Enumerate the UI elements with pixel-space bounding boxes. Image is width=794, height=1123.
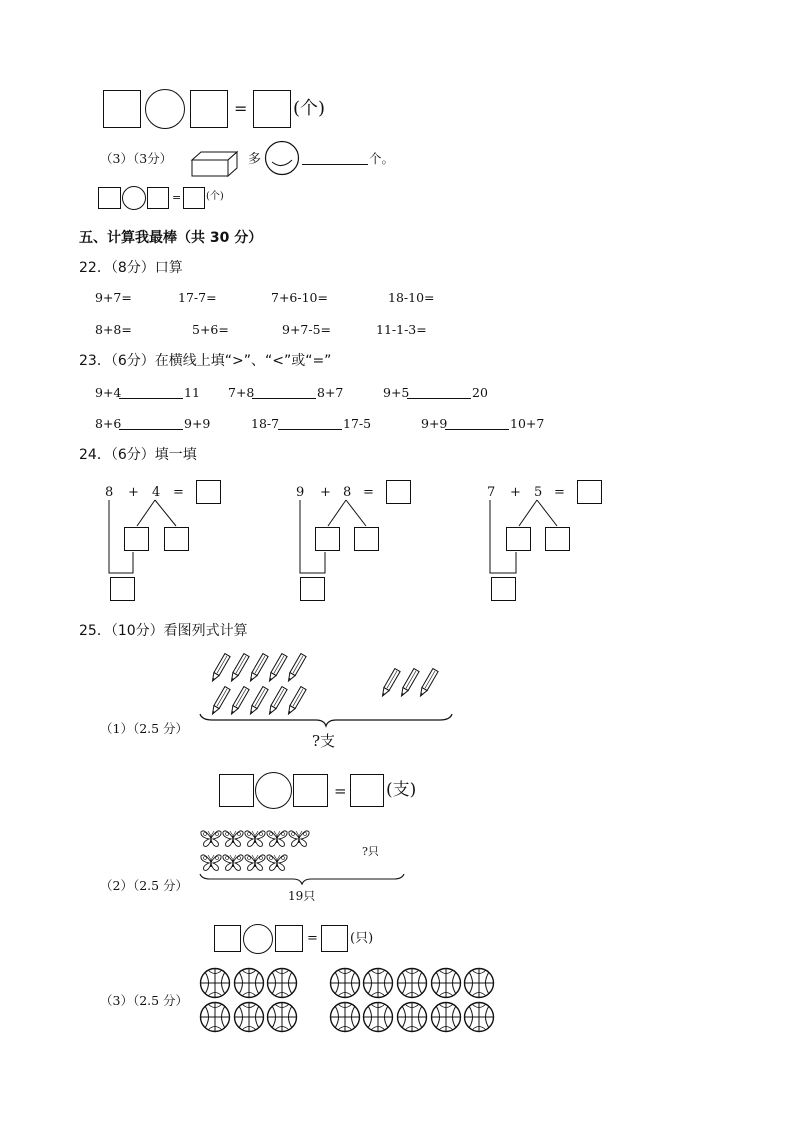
butterfly-icon	[266, 852, 288, 872]
compare-right: 9+9	[184, 416, 211, 431]
oral-item: 8+8=	[95, 322, 132, 337]
pencil-icon	[380, 667, 400, 699]
butterfly-icon	[222, 852, 244, 872]
basketball-icon	[199, 967, 231, 999]
equals-sign: =	[307, 931, 318, 946]
compare-right: 17-5	[343, 416, 372, 431]
equals-sign: =	[173, 485, 184, 500]
equals-sign: =	[334, 782, 347, 800]
answer-box[interactable]	[350, 774, 384, 807]
brace-line	[198, 872, 408, 886]
addend-a: 9	[296, 485, 305, 500]
section-title: 五、计算我最棒（共 30 分）	[79, 230, 263, 246]
answer-box[interactable]	[545, 527, 570, 551]
basketball-icon	[329, 1001, 361, 1033]
oral-item: 9+7=	[95, 290, 132, 305]
compare-right: 8+7	[317, 385, 344, 400]
unit-label: (个)	[206, 191, 224, 202]
pencil-icon	[286, 652, 306, 684]
pencil-icon	[210, 652, 230, 684]
compare-right: 11	[184, 385, 200, 400]
compare-right: 20	[472, 385, 488, 400]
basketball-icon	[362, 967, 394, 999]
compare-left: 7+8	[228, 385, 255, 400]
butterfly-icon	[266, 828, 288, 848]
addend-b: 4	[152, 485, 161, 500]
answer-box[interactable]	[491, 577, 516, 601]
oral-item: 11-1-3=	[376, 322, 427, 337]
question-title: 22．（8分）口算	[79, 260, 183, 276]
compare-right: 10+7	[510, 416, 545, 431]
oral-item: 17-7=	[178, 290, 217, 305]
basketball-icon	[362, 1001, 394, 1033]
question-title: 25．（10分）看图列式计算	[79, 623, 248, 639]
compare-left: 9+9	[421, 416, 448, 431]
basketball-icon	[266, 1001, 298, 1033]
basketball-icon	[396, 967, 428, 999]
basketball-icon	[463, 967, 495, 999]
total-label: 19只	[288, 889, 316, 903]
equals-sign: =	[554, 485, 565, 500]
addend-b: 5	[534, 485, 543, 500]
oral-item: 7+6-10=	[271, 290, 328, 305]
basketball-icon	[199, 1001, 231, 1033]
suffix-text: 个。	[369, 151, 395, 166]
equals-sign: =	[172, 191, 182, 204]
part-label: （2）（2.5 分）	[100, 878, 189, 893]
equals-sign: =	[234, 99, 248, 118]
basketball-icon	[463, 1001, 495, 1033]
basketball-icon	[430, 967, 462, 999]
part-label: （1）（2.5 分）	[100, 721, 189, 736]
basketball-icon	[430, 1001, 462, 1033]
basketball-icon	[329, 967, 361, 999]
equals-sign: =	[363, 485, 374, 500]
operator-circle[interactable]	[243, 924, 273, 954]
oral-item: 18-10=	[388, 290, 435, 305]
pencil-icon	[229, 652, 249, 684]
addend-a: 7	[487, 485, 496, 500]
answer-box[interactable]	[293, 774, 328, 807]
plus-sign: +	[128, 485, 139, 500]
unit-label: (只)	[350, 931, 374, 946]
butterfly-icon	[222, 828, 244, 848]
pencil-icon	[399, 667, 419, 699]
butterfly-icon	[244, 828, 266, 848]
answer-box[interactable]	[219, 774, 254, 807]
question-title: 23．（6分）在横线上填“>”、“<”或“=”	[79, 353, 332, 369]
oral-item: 9+7-5=	[282, 322, 332, 337]
pencil-icon	[267, 652, 287, 684]
compare-left: 18-7	[251, 416, 280, 431]
addend-a: 8	[105, 485, 114, 500]
compare-left: 8+6	[95, 416, 122, 431]
more-word: 多	[248, 152, 262, 167]
operator-circle[interactable]	[255, 772, 292, 809]
pencil-icon	[248, 652, 268, 684]
oral-item: 5+6=	[192, 322, 229, 337]
question-text: ?只	[362, 845, 379, 858]
question-text: ?支	[312, 732, 336, 750]
compare-left: 9+5	[383, 385, 410, 400]
butterfly-icon	[200, 828, 222, 848]
butterfly-icon	[288, 828, 310, 848]
question-title: 24．（6分）填一填	[79, 447, 197, 463]
sub-question-label: （3）（3分）	[100, 151, 173, 166]
butterfly-icon	[200, 852, 222, 872]
unit-label: (支)	[386, 780, 417, 800]
basketball-icon	[233, 1001, 265, 1033]
plus-sign: +	[320, 485, 331, 500]
plus-sign: +	[510, 485, 521, 500]
basketball-icon	[233, 967, 265, 999]
butterfly-icon	[244, 852, 266, 872]
part-label: （3）（2.5 分）	[100, 993, 189, 1008]
addend-b: 8	[343, 485, 352, 500]
answer-box[interactable]	[506, 527, 531, 551]
basketball-icon	[396, 1001, 428, 1033]
answer-box[interactable]	[275, 925, 303, 952]
basketball-icon	[266, 967, 298, 999]
brace-line	[198, 712, 454, 728]
pencil-icon	[418, 667, 438, 699]
answer-box[interactable]	[321, 925, 348, 952]
unit-label: (个)	[293, 98, 326, 119]
answer-box[interactable]	[214, 925, 241, 952]
compare-left: 9+4	[95, 385, 122, 400]
